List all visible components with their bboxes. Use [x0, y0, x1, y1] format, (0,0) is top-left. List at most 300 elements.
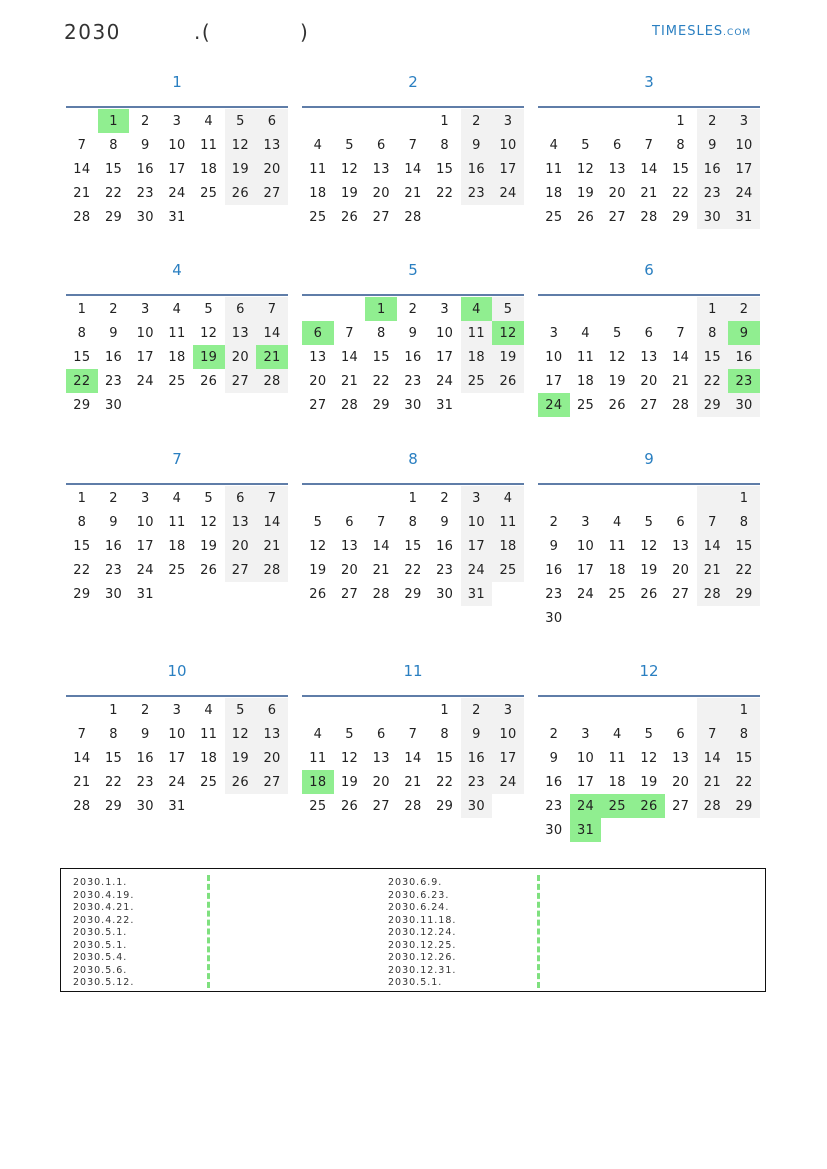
day-cell: 4 — [172, 301, 182, 317]
weekend-day-cell: 15 — [697, 345, 729, 369]
empty-day-cell — [570, 698, 602, 722]
day-cell: 29 — [672, 209, 690, 225]
holiday-day-cell: 31 — [570, 818, 602, 842]
month-grid — [302, 297, 524, 417]
day-cell: 1 — [77, 301, 87, 317]
month-title: 8 — [408, 450, 418, 468]
month-title: 9 — [644, 450, 654, 468]
day-cell: 18 — [168, 349, 186, 365]
holiday-day-cell: 26 — [633, 794, 665, 818]
empty-day-cell — [225, 582, 257, 606]
weekend-day-cell: 28 — [256, 369, 288, 393]
day-cell: 23 — [404, 373, 422, 389]
legend-date: 2030.4.21. — [73, 902, 135, 913]
weekend-day-cell: 22 — [728, 770, 760, 794]
weekend-day-cell: 18 — [461, 345, 493, 369]
empty-day-cell — [728, 606, 760, 630]
month-block — [302, 72, 524, 229]
empty-day-cell — [193, 393, 225, 417]
weekend-day-cell: 26 — [225, 770, 257, 794]
weekend-day-cell: 24 — [492, 181, 524, 205]
empty-day-cell — [601, 297, 633, 321]
weekend-day-cell: 25 — [492, 558, 524, 582]
day-cell: 8 — [676, 137, 685, 153]
empty-day-cell — [633, 109, 665, 133]
day-cell: 31 — [168, 209, 186, 225]
day-cell: 22 — [104, 774, 123, 790]
day-cell: 11 — [200, 137, 218, 153]
title-close: ) — [300, 20, 310, 44]
day-cell: 25 — [545, 209, 563, 225]
weekend-day-cell: 30 — [697, 205, 729, 229]
empty-day-cell — [161, 393, 193, 417]
day-cell: 1 — [440, 113, 449, 129]
day-cell: 28 — [372, 586, 390, 602]
empty-day-cell — [665, 486, 697, 510]
month-grid — [66, 109, 288, 229]
weekend-day-cell: 7 — [256, 297, 288, 321]
empty-day-cell — [193, 794, 225, 818]
empty-day-cell — [633, 698, 665, 722]
day-cell: 27 — [672, 798, 690, 814]
holiday-day-cell: 9 — [728, 321, 760, 345]
day-cell: 26 — [576, 209, 595, 225]
day-cell: 6 — [376, 726, 386, 742]
empty-day-cell — [193, 205, 225, 229]
month-divider — [66, 294, 288, 296]
month-divider — [538, 106, 760, 108]
weekend-day-cell: 2 — [461, 109, 493, 133]
day-cell: 13 — [608, 161, 626, 177]
day-cell: 7 — [77, 137, 87, 153]
day-cell: 1 — [676, 113, 685, 129]
weekend-day-cell: 4 — [492, 486, 524, 510]
day-cell: 4 — [549, 137, 559, 153]
brand-suffix: .COM — [723, 28, 752, 38]
day-cell: 16 — [104, 349, 123, 365]
day-cell: 3 — [140, 490, 150, 506]
month-title: 1 — [172, 73, 182, 91]
weekend-day-cell: 2 — [728, 297, 760, 321]
day-cell: 16 — [545, 774, 563, 790]
day-cell: 14 — [340, 349, 359, 365]
day-cell: 7 — [644, 137, 654, 153]
weekend-day-cell: 9 — [697, 133, 729, 157]
day-cell: 20 — [372, 185, 390, 201]
day-cell: 10 — [576, 538, 595, 554]
day-cell: 18 — [576, 373, 595, 389]
empty-day-cell — [697, 698, 729, 722]
day-cell: 11 — [545, 161, 563, 177]
day-cell: 18 — [200, 161, 218, 177]
day-cell: 28 — [672, 397, 690, 413]
empty-day-cell — [302, 486, 334, 510]
month-divider — [302, 294, 524, 296]
month-title: 12 — [639, 662, 659, 680]
day-cell: 5 — [612, 325, 622, 341]
day-cell: 19 — [340, 774, 359, 790]
day-cell: 26 — [200, 373, 218, 389]
empty-day-cell — [334, 486, 366, 510]
empty-day-cell — [570, 606, 602, 630]
day-cell: 30 — [104, 586, 123, 602]
day-cell: 1 — [77, 490, 87, 506]
weekend-day-cell: 3 — [492, 698, 524, 722]
weekend-day-cell: 6 — [256, 698, 288, 722]
legend-column-left — [73, 877, 134, 990]
weekend-day-cell: 31 — [728, 205, 760, 229]
month-grid — [302, 486, 524, 606]
brand-name: TIMESLES — [652, 24, 724, 39]
month-title: 7 — [172, 450, 182, 468]
day-cell: 26 — [340, 209, 359, 225]
day-cell: 18 — [200, 750, 218, 766]
legend-date: 2030.5.12. — [73, 977, 135, 988]
holiday-day-cell: 12 — [492, 321, 524, 345]
month-grid — [302, 109, 524, 229]
day-cell: 31 — [168, 798, 186, 814]
day-cell: 13 — [372, 750, 390, 766]
day-cell: 3 — [581, 514, 590, 530]
empty-day-cell — [697, 606, 729, 630]
empty-day-cell — [697, 486, 729, 510]
weekend-day-cell: 3 — [461, 486, 493, 510]
holiday-day-cell: 22 — [66, 369, 98, 393]
day-cell: 2 — [109, 490, 118, 506]
day-cell: 28 — [640, 209, 658, 225]
day-cell: 28 — [404, 209, 422, 225]
day-cell: 20 — [340, 562, 359, 578]
day-cell: 25 — [309, 798, 327, 814]
legend-date: 2030.12.31. — [388, 964, 457, 976]
weekend-day-cell: 13 — [225, 321, 257, 345]
day-cell: 19 — [640, 774, 658, 790]
weekend-day-cell: 8 — [728, 510, 760, 534]
day-cell: 15 — [73, 538, 91, 554]
day-cell: 24 — [168, 774, 186, 790]
day-cell: 14 — [73, 161, 91, 177]
day-cell: 10 — [436, 325, 454, 341]
day-cell: 18 — [545, 185, 563, 201]
holiday-day-cell: 25 — [601, 794, 633, 818]
empty-day-cell — [633, 297, 665, 321]
day-cell: 15 — [104, 750, 123, 766]
day-cell: 4 — [204, 113, 213, 129]
title-year: 2030 — [64, 20, 121, 44]
day-cell: 29 — [73, 586, 91, 602]
weekend-day-cell: 11 — [492, 510, 524, 534]
weekend-day-cell: 17 — [728, 157, 760, 181]
empty-day-cell — [570, 297, 602, 321]
weekend-day-cell: 16 — [728, 345, 760, 369]
day-cell: 12 — [340, 161, 359, 177]
weekend-day-cell: 23 — [697, 181, 729, 205]
day-cell: 27 — [309, 397, 327, 413]
month-title: 6 — [644, 261, 654, 279]
day-cell: 16 — [136, 161, 154, 177]
month-block — [66, 260, 288, 417]
day-cell: 15 — [672, 161, 690, 177]
empty-day-cell — [66, 698, 98, 722]
day-cell: 30 — [436, 586, 454, 602]
month-title: 2 — [408, 73, 418, 91]
empty-day-cell — [129, 393, 161, 417]
empty-day-cell — [665, 606, 697, 630]
day-cell: 30 — [404, 397, 422, 413]
weekend-day-cell: 14 — [697, 534, 729, 558]
day-cell: 13 — [640, 349, 658, 365]
day-cell: 11 — [168, 325, 186, 341]
day-cell: 5 — [204, 490, 213, 506]
day-cell: 30 — [104, 397, 123, 413]
day-cell: 28 — [340, 397, 359, 413]
empty-day-cell — [66, 109, 98, 133]
weekend-day-cell: 1 — [697, 297, 729, 321]
day-cell: 14 — [73, 750, 91, 766]
weekend-day-cell: 7 — [697, 510, 729, 534]
weekend-day-cell: 29 — [697, 393, 729, 417]
day-cell: 5 — [204, 301, 213, 317]
empty-day-cell — [365, 486, 397, 510]
empty-day-cell — [492, 794, 524, 818]
weekend-day-cell: 23 — [461, 181, 493, 205]
weekend-day-cell: 19 — [225, 746, 257, 770]
empty-day-cell — [225, 794, 257, 818]
title-separator: .( — [194, 20, 212, 44]
empty-day-cell — [302, 297, 334, 321]
legend-date: 2030.12.26. — [388, 952, 457, 963]
weekend-day-cell: 23 — [461, 770, 493, 794]
day-cell: 19 — [309, 562, 327, 578]
day-cell: 14 — [404, 750, 422, 766]
empty-day-cell — [601, 698, 633, 722]
day-cell: 7 — [77, 726, 87, 742]
day-cell: 22 — [104, 185, 123, 201]
day-cell: 2 — [140, 113, 150, 129]
weekend-day-cell: 1 — [728, 486, 760, 510]
weekend-day-cell: 10 — [492, 133, 524, 157]
day-cell: 27 — [340, 586, 359, 602]
page-title — [64, 20, 309, 44]
weekend-day-cell: 8 — [697, 321, 729, 345]
month-divider — [538, 294, 760, 296]
weekend-day-cell: 30 — [461, 794, 493, 818]
legend-date: 2030.4.19. — [73, 889, 135, 901]
month-grid — [538, 297, 760, 417]
day-cell: 24 — [136, 373, 154, 389]
empty-day-cell — [161, 582, 193, 606]
day-cell: 6 — [676, 726, 685, 742]
empty-day-cell — [256, 794, 288, 818]
day-cell: 26 — [340, 798, 359, 814]
day-cell: 27 — [640, 397, 658, 413]
weekend-day-cell: 22 — [728, 558, 760, 582]
day-cell: 26 — [200, 562, 218, 578]
weekend-day-cell: 25 — [461, 369, 493, 393]
weekend-day-cell: 19 — [225, 157, 257, 181]
month-divider — [66, 483, 288, 485]
empty-day-cell — [302, 109, 334, 133]
day-cell: 11 — [200, 726, 218, 742]
day-cell: 21 — [672, 373, 690, 389]
day-cell: 20 — [309, 373, 327, 389]
day-cell: 28 — [73, 798, 91, 814]
day-cell: 9 — [440, 514, 449, 530]
day-cell: 2 — [549, 514, 559, 530]
legend-date: 2030.5.4. — [73, 952, 128, 963]
holiday-day-cell: 1 — [98, 109, 130, 133]
day-cell: 13 — [672, 538, 690, 554]
empty-day-cell — [570, 109, 602, 133]
day-cell: 8 — [408, 514, 418, 530]
empty-day-cell — [538, 109, 570, 133]
day-cell: 8 — [77, 514, 87, 530]
day-cell: 11 — [309, 750, 327, 766]
empty-day-cell — [601, 109, 633, 133]
month-divider — [302, 106, 524, 108]
day-cell: 25 — [309, 209, 327, 225]
holiday-day-cell: 19 — [193, 345, 225, 369]
empty-day-cell — [697, 818, 729, 842]
day-cell: 7 — [408, 726, 418, 742]
day-cell: 11 — [168, 514, 186, 530]
empty-day-cell — [492, 393, 524, 417]
day-cell: 12 — [640, 538, 658, 554]
weekend-day-cell: 5 — [225, 109, 257, 133]
day-cell: 7 — [376, 514, 386, 530]
day-cell: 3 — [581, 726, 590, 742]
empty-day-cell — [601, 486, 633, 510]
weekend-day-cell: 6 — [225, 297, 257, 321]
month-block — [538, 661, 760, 842]
day-cell: 7 — [676, 325, 685, 341]
day-cell: 12 — [309, 538, 327, 554]
weekend-day-cell: 1 — [728, 698, 760, 722]
empty-day-cell — [334, 109, 366, 133]
day-cell: 15 — [372, 349, 390, 365]
day-cell: 2 — [408, 301, 418, 317]
month-grid — [66, 486, 288, 606]
day-cell: 20 — [672, 774, 690, 790]
day-cell: 5 — [581, 137, 590, 153]
empty-day-cell — [365, 109, 397, 133]
day-cell: 31 — [136, 586, 154, 602]
day-cell: 17 — [136, 349, 154, 365]
empty-day-cell — [665, 698, 697, 722]
day-cell: 25 — [168, 373, 186, 389]
day-cell: 4 — [204, 702, 213, 718]
empty-day-cell — [256, 582, 288, 606]
empty-day-cell — [728, 818, 760, 842]
day-cell: 2 — [549, 726, 559, 742]
empty-day-cell — [397, 109, 429, 133]
month-divider — [302, 483, 524, 485]
day-cell: 9 — [408, 325, 418, 341]
weekend-day-cell: 24 — [492, 770, 524, 794]
day-cell: 19 — [608, 373, 626, 389]
day-cell: 11 — [608, 750, 626, 766]
day-cell: 8 — [440, 726, 449, 742]
day-cell: 22 — [372, 373, 390, 389]
day-cell: 13 — [372, 161, 390, 177]
month-block — [302, 661, 524, 818]
holiday-day-cell: 23 — [728, 369, 760, 393]
empty-day-cell — [601, 606, 633, 630]
month-block — [538, 449, 760, 630]
legend-date: 2030.5.6. — [73, 964, 128, 976]
weekend-day-cell: 2 — [697, 109, 729, 133]
day-cell: 18 — [168, 538, 186, 554]
empty-day-cell — [256, 205, 288, 229]
day-cell: 24 — [168, 185, 186, 201]
day-cell: 2 — [140, 702, 150, 718]
weekend-day-cell: 27 — [225, 558, 257, 582]
day-cell: 12 — [608, 349, 626, 365]
month-title: 4 — [172, 261, 182, 279]
day-cell: 14 — [372, 538, 390, 554]
weekend-day-cell: 10 — [461, 510, 493, 534]
day-cell: 4 — [313, 726, 323, 742]
empty-day-cell — [225, 393, 257, 417]
weekend-day-cell: 13 — [256, 133, 288, 157]
day-cell: 13 — [672, 750, 690, 766]
day-cell: 2 — [440, 490, 449, 506]
month-grid — [538, 486, 760, 630]
day-cell: 1 — [440, 702, 449, 718]
day-cell: 23 — [545, 798, 563, 814]
day-cell: 8 — [77, 325, 87, 341]
weekend-day-cell: 16 — [461, 157, 493, 181]
empty-day-cell — [492, 582, 524, 606]
day-cell: 14 — [640, 161, 658, 177]
day-cell: 13 — [340, 538, 359, 554]
empty-day-cell — [334, 698, 366, 722]
day-cell: 30 — [545, 610, 563, 626]
day-cell: 23 — [104, 373, 123, 389]
legend-date: 2030.12.25. — [388, 939, 457, 951]
weekend-day-cell: 17 — [461, 534, 493, 558]
weekend-day-cell: 30 — [728, 393, 760, 417]
weekend-day-cell: 3 — [728, 109, 760, 133]
month-block — [66, 449, 288, 606]
legend-date: 2030.5.1. — [388, 977, 443, 988]
weekend-day-cell: 10 — [492, 722, 524, 746]
day-cell: 30 — [136, 209, 154, 225]
day-cell: 9 — [549, 538, 559, 554]
day-cell: 8 — [109, 726, 118, 742]
legend-column-right — [388, 877, 456, 990]
day-cell: 23 — [104, 562, 123, 578]
day-cell: 15 — [436, 750, 454, 766]
day-cell: 23 — [436, 562, 454, 578]
month-title: 11 — [403, 662, 423, 680]
day-cell: 26 — [309, 586, 327, 602]
brand-logo[interactable] — [652, 24, 751, 39]
month-block — [538, 260, 760, 417]
weekend-day-cell: 20 — [225, 534, 257, 558]
weekend-day-cell: 14 — [256, 510, 288, 534]
day-cell: 17 — [576, 562, 595, 578]
day-cell: 9 — [140, 137, 150, 153]
legend-date: 2030.5.1. — [73, 927, 128, 938]
day-cell: 24 — [436, 373, 454, 389]
day-cell: 21 — [340, 373, 359, 389]
weekend-day-cell: 27 — [256, 770, 288, 794]
day-cell: 29 — [372, 397, 390, 413]
weekend-day-cell: 5 — [225, 698, 257, 722]
weekend-day-cell: 29 — [728, 582, 760, 606]
day-cell: 7 — [408, 137, 418, 153]
